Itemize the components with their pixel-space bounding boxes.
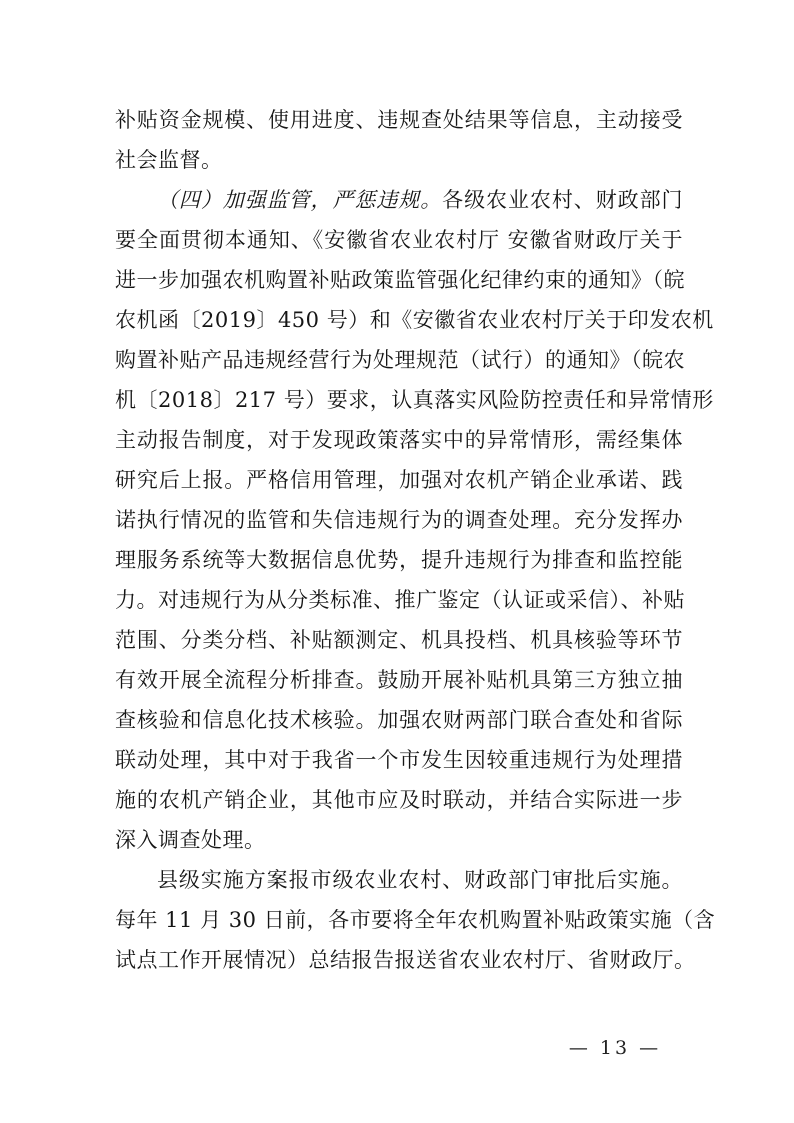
- text-line: 要全面贯彻本通知、《安徽省农业农村厅 安徽省财政厅关于: [115, 228, 683, 252]
- text-line: 机〔2018〕217 号）要求，认真落实风险防控责任和异常情形: [115, 388, 714, 412]
- document-body: [115, 100, 716, 980]
- text-line: 购置补贴产品违规经营行为处理规范（试行）的通知》（皖农: [115, 348, 685, 372]
- text-line: 力。对违规行为从分类标准、推广鉴定（认证或采信）、补贴: [115, 588, 685, 612]
- text-line: 联动处理，其中对于我省一个市发生因较重违规行为处理措: [115, 748, 683, 772]
- text-line: 深入调查处理。: [115, 828, 266, 852]
- text-line: 社会监督。: [115, 148, 223, 172]
- text-line: 试点工作开展情况）总结报告报送省农业农村厅、省财政厅。: [115, 948, 696, 972]
- subsection-heading: （四）加强监管，严惩违规。: [157, 188, 443, 212]
- text-line: 理服务系统等大数据信息优势，提升违规行为排查和监控能: [115, 548, 683, 572]
- text-line: 诺执行情况的监管和失信违规行为的调查处理。充分发挥办: [115, 508, 683, 532]
- text-line: 农机函〔2019〕450 号）和《安徽省农业农村厅关于印发农机: [115, 308, 714, 332]
- text-line: 范围、分类分档、补贴额测定、机具投档、机具核验等环节: [115, 628, 683, 652]
- text-line: [115, 180, 683, 220]
- text-line: 县级实施方案报市级农业农村、财政部门审批后实施。: [157, 868, 683, 892]
- text-line-rest: 各级农业农村、财政部门: [442, 188, 684, 212]
- text-line: 补贴资金规模、使用进度、违规查处结果等信息，主动接受: [115, 108, 683, 132]
- page-number: — 13 —: [568, 1037, 662, 1059]
- text-line: 施的农机产销企业，其他市应及时联动，并结合实际进一步: [115, 788, 683, 812]
- text-line: 每年 11 月 30 日前，各市要将全年农机购置补贴政策实施（含: [115, 908, 716, 932]
- text-line: 进一步加强农机购置补贴政策监管强化纪律约束的通知》（皖: [115, 268, 685, 292]
- text-line: 研究后上报。严格信用管理，加强对农机产销企业承诺、践: [115, 468, 683, 492]
- text-line: 查核验和信息化技术核验。加强农财两部门联合查处和省际: [115, 708, 683, 732]
- text-line: 主动报告制度，对于发现政策落实中的异常情形，需经集体: [115, 428, 683, 452]
- text-line: 有效开展全流程分析排查。鼓励开展补贴机具第三方独立抽: [115, 668, 683, 692]
